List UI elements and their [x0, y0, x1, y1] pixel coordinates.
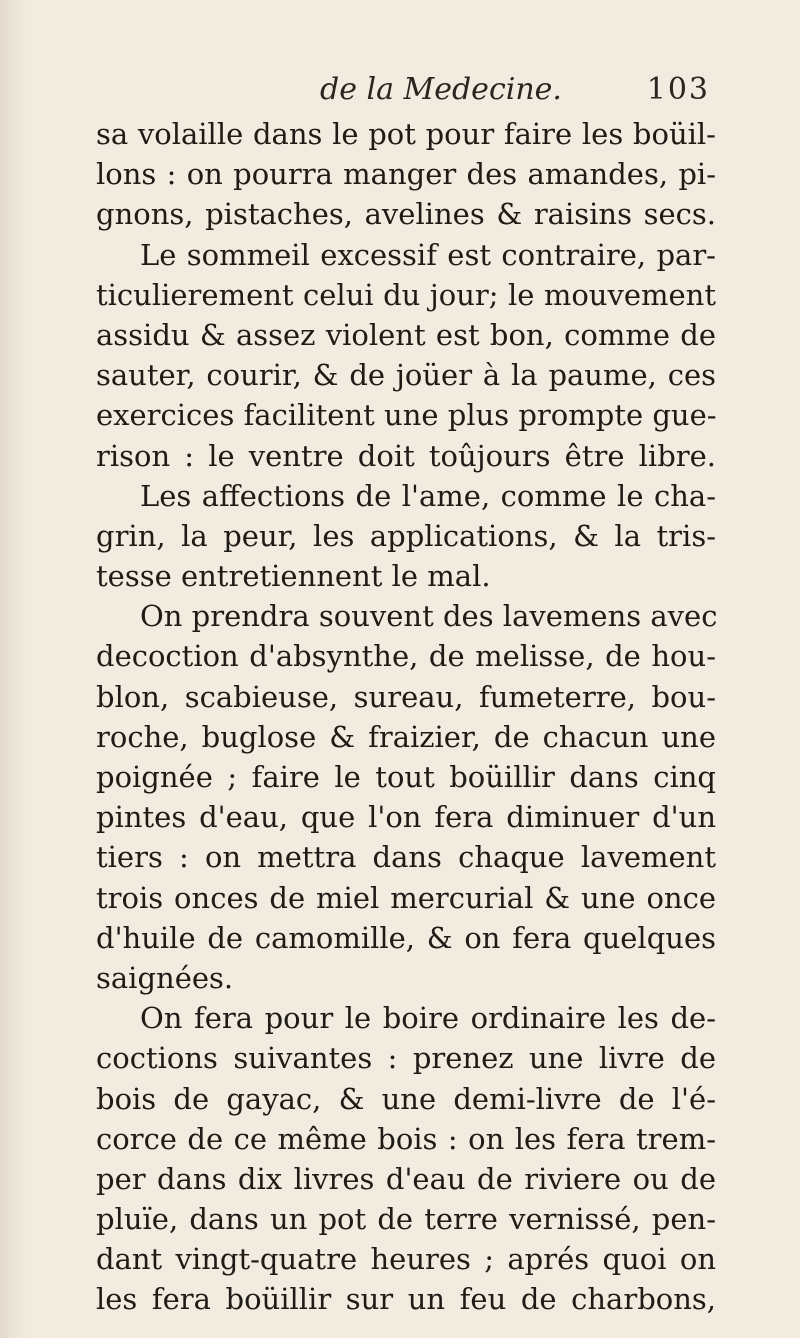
page-fold-shadow [0, 0, 28, 1338]
text-line: lons : on pourra manger des amandes, pi- [96, 157, 716, 192]
text-line: saignées. [96, 960, 234, 995]
text-line: les fera boüillir sur un feu de charbons, [96, 1282, 716, 1317]
text-line: exercices facilitent une plus prompte gue- [96, 398, 717, 433]
text-line: decoction d'absynthe, de melisse, de hou- [96, 639, 716, 674]
text-line: coctions suivantes : prenez une livre de [96, 1041, 716, 1076]
text-line: Les affections de l'ame, comme le cha- [140, 478, 716, 513]
text-line: tesse entretiennent le mal. [96, 559, 491, 594]
text-line: trois onces de miel mercurial & une once [96, 880, 716, 915]
text-line: bois de gayac, & une demi-livre de l'é- [96, 1081, 716, 1116]
text-line: roche, buglose & fraizier, de chacun une [96, 719, 716, 754]
text-line: grin, la peur, les applications, & la tris- [96, 518, 716, 553]
text-line: Le sommeil excessif est contraire, par- [140, 237, 716, 272]
text-line: ticulierement celui du jour; le mouvement [96, 277, 716, 312]
text-line: gnons, pistaches, avelines & raisins secs. [96, 197, 716, 232]
page-number: 103 [646, 72, 710, 107]
text-line: On fera pour le boire ordinaire les de- [140, 1001, 716, 1036]
text-line: On prendra souvent des lavemens avec [140, 599, 718, 634]
running-head: de la Medecine. [320, 72, 562, 107]
text-line: d'huile de camomille, & on fera quelques [96, 920, 716, 955]
body-text [96, 114, 716, 1320]
text-line: sauter, courir, & de joüer à la paume, ces [96, 358, 716, 393]
text-line: pintes d'eau, que l'on fera diminuer d'un [96, 800, 716, 835]
text-line: rison : le ventre doit toûjours être libre. [96, 438, 716, 473]
text-line: per dans dix livres d'eau de riviere ou de [96, 1161, 716, 1196]
text-line: sa volaille dans le pot pour faire les boüil- [96, 117, 716, 151]
page-header [110, 72, 710, 118]
text-line: dant vingt-quatre heures ; aprés quoi on [96, 1242, 716, 1277]
text-line: pluïe, dans un pot de terre vernissé, pen- [96, 1202, 716, 1237]
text-line: blon, scabieuse, sureau, fumeterre, bou- [96, 679, 716, 714]
text-line: corce de ce même bois : on les fera trem- [96, 1121, 716, 1156]
text-line: tiers : on mettra dans chaque lavement [96, 840, 716, 875]
text-line: poignée ; faire le tout boüillir dans cinq [96, 760, 716, 794]
text-line: assidu & assez violent est bon, comme de [96, 317, 716, 352]
